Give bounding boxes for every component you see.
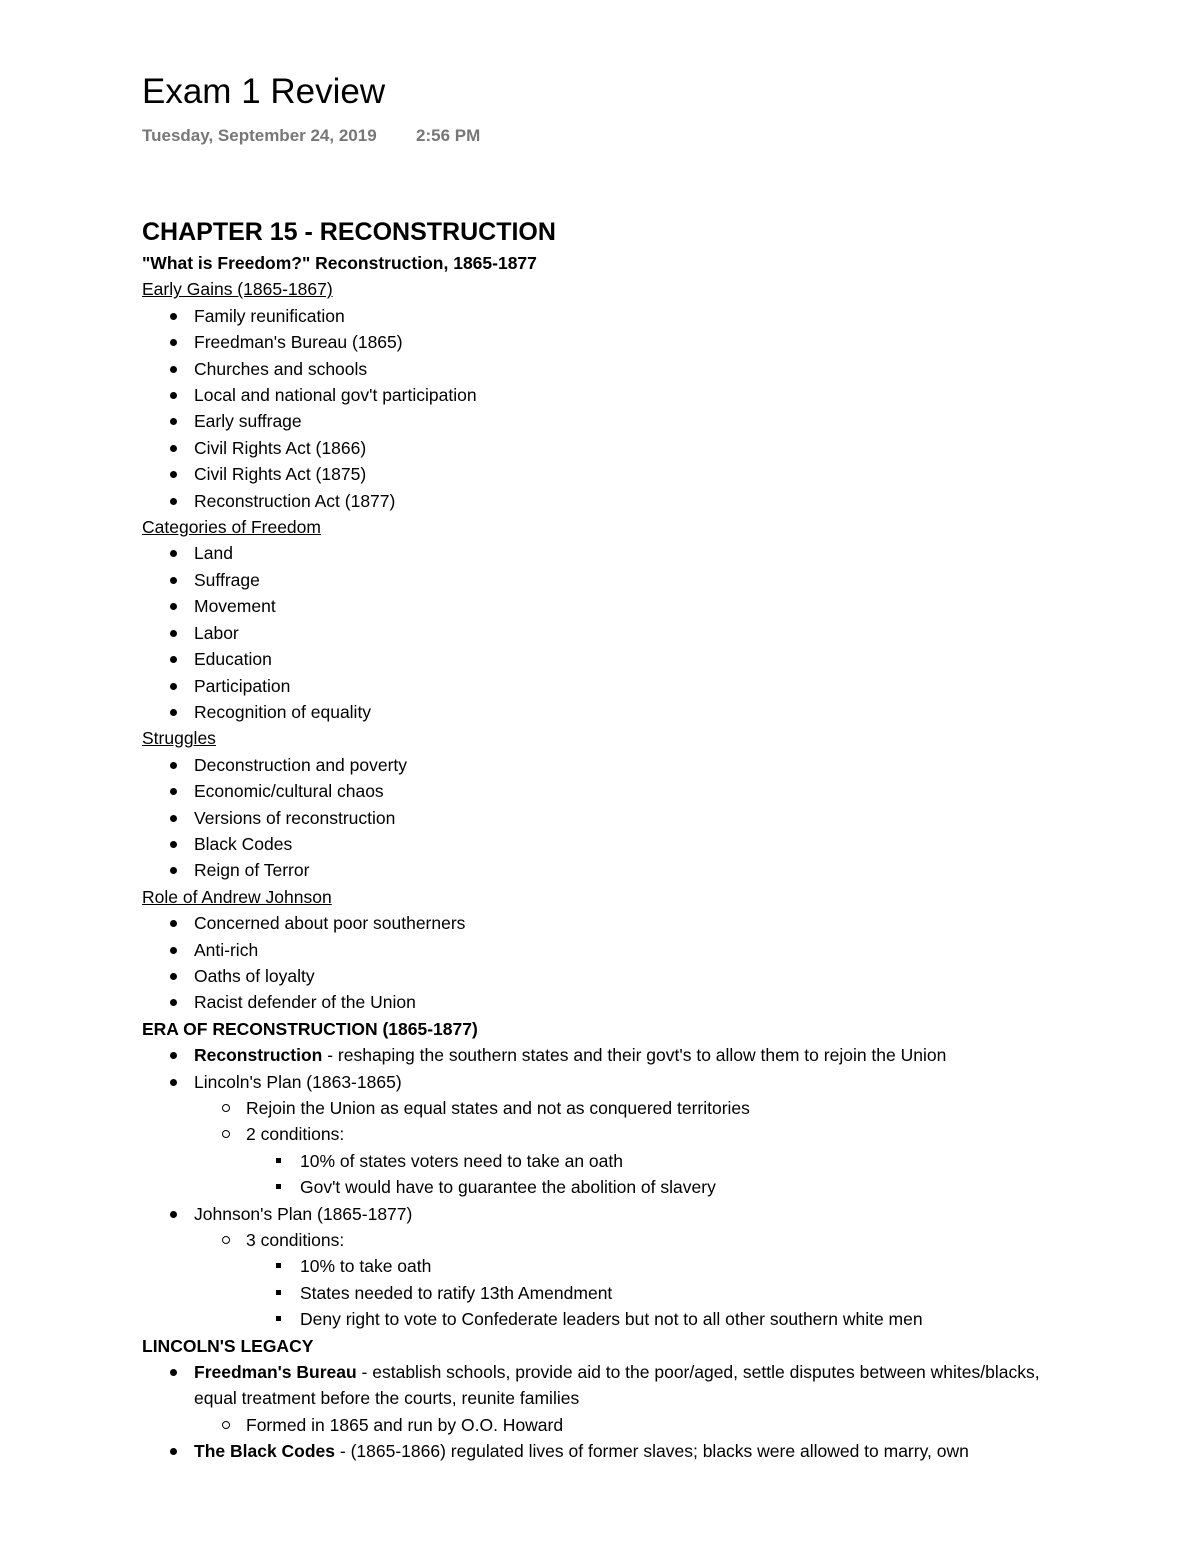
era-list bbox=[142, 1042, 1162, 1332]
list-item: Johnson's Plan (1865-1877) bbox=[142, 1201, 1162, 1227]
list-item: Oaths of loyalty bbox=[142, 963, 1162, 989]
list-item: Education bbox=[142, 646, 1162, 672]
list-item: Versions of reconstruction bbox=[142, 805, 1162, 831]
circle-bullet-icon bbox=[222, 1421, 230, 1429]
bullet-icon bbox=[170, 1369, 177, 1376]
bullet-icon bbox=[170, 762, 177, 769]
list-item: Land bbox=[142, 540, 1162, 566]
note-time: 2:56 PM bbox=[416, 126, 481, 145]
bullet-icon bbox=[170, 683, 177, 690]
list-item: The Black Codes - (1865-1866) regulated lives of former slaves; blacks were allowed to marry, own bbox=[142, 1438, 1162, 1464]
list-item: Reconstruction - reshaping the southern states and their govt's to allow them to rejoin the Union bbox=[142, 1042, 1162, 1068]
note-date: Tuesday, September 24, 2019 bbox=[142, 126, 377, 145]
bullet-icon bbox=[170, 392, 177, 399]
bullet-icon bbox=[170, 841, 177, 848]
list-item: Civil Rights Act (1866) bbox=[142, 435, 1162, 461]
bullet-icon bbox=[170, 788, 177, 795]
list-item: Reign of Terror bbox=[142, 857, 1162, 883]
section-heading-categories: Categories of Freedom bbox=[142, 517, 321, 538]
list-item: Freedman's Bureau - establish schools, provide aid to the poor/aged, settle disputes between whites/blacks, equal treatment before the courts, reunite families bbox=[142, 1359, 1064, 1412]
bullet-icon bbox=[170, 577, 177, 584]
bullet-icon bbox=[170, 815, 177, 822]
circle-bullet-icon bbox=[222, 1104, 230, 1112]
list-item: 3 conditions: bbox=[142, 1227, 1162, 1253]
bullet-icon bbox=[170, 1211, 177, 1218]
bullet-icon bbox=[170, 656, 177, 663]
list-item: Racist defender of the Union bbox=[142, 989, 1162, 1015]
legacy-list bbox=[142, 1359, 1162, 1465]
bullet-icon bbox=[170, 339, 177, 346]
list-item: 10% of states voters need to take an oath bbox=[142, 1148, 1162, 1174]
list-item: Freedman's Bureau (1865) bbox=[142, 329, 1162, 355]
list-item: Deconstruction and poverty bbox=[142, 752, 1162, 778]
bullet-icon bbox=[170, 366, 177, 373]
list-item: Concerned about poor southerners bbox=[142, 910, 1162, 936]
list-item: Recognition of equality bbox=[142, 699, 1162, 725]
chapter-subheading: "What is Freedom?" Reconstruction, 1865-1877 bbox=[142, 253, 537, 273]
bullet-icon bbox=[170, 973, 177, 980]
list-item: Deny right to vote to Confederate leaders but not to all other southern white men bbox=[142, 1306, 1162, 1332]
list-item: States needed to ratify 13th Amendment bbox=[142, 1280, 1162, 1306]
square-bullet-icon bbox=[276, 1158, 281, 1163]
bullet-icon bbox=[170, 920, 177, 927]
list-item: Local and national gov't participation bbox=[142, 382, 1162, 408]
list-item: Gov't would have to guarantee the abolition of slavery bbox=[142, 1174, 1162, 1200]
circle-bullet-icon bbox=[222, 1236, 230, 1244]
early-gains-list bbox=[142, 303, 1162, 514]
list-item: Civil Rights Act (1875) bbox=[142, 461, 1162, 487]
list-item: Early suffrage bbox=[142, 408, 1162, 434]
section-heading-early-gains: Early Gains (1865-1867) bbox=[142, 279, 333, 300]
section-heading-legacy: LINCOLN'S LEGACY bbox=[142, 1335, 314, 1356]
list-item: 2 conditions: bbox=[142, 1121, 1162, 1147]
list-item: Movement bbox=[142, 593, 1162, 619]
section-heading-johnson-role: Role of Andrew Johnson bbox=[142, 886, 332, 907]
page-title: Exam 1 Review bbox=[142, 72, 386, 111]
bullet-icon bbox=[170, 867, 177, 874]
section-heading-struggles: Struggles bbox=[142, 728, 216, 749]
bullet-icon bbox=[170, 418, 177, 425]
list-item: Labor bbox=[142, 620, 1162, 646]
list-item: Formed in 1865 and run by O.O. Howard bbox=[142, 1412, 1162, 1438]
bullet-icon bbox=[170, 313, 177, 320]
bullet-icon bbox=[170, 709, 177, 716]
term-freedmans-bureau: Freedman's Bureau bbox=[194, 1362, 357, 1383]
bullet-icon bbox=[170, 999, 177, 1006]
bullet-icon bbox=[170, 630, 177, 637]
bullet-icon bbox=[170, 603, 177, 610]
square-bullet-icon bbox=[276, 1263, 281, 1268]
square-bullet-icon bbox=[276, 1290, 281, 1295]
list-item: Lincoln's Plan (1863-1865) bbox=[142, 1069, 1162, 1095]
term-black-codes: The Black Codes bbox=[194, 1441, 336, 1462]
note-body bbox=[142, 216, 1162, 1465]
list-item: Black Codes bbox=[142, 831, 1162, 857]
bullet-icon bbox=[170, 1052, 177, 1059]
list-item: Anti-rich bbox=[142, 937, 1162, 963]
list-item: Economic/cultural chaos bbox=[142, 778, 1162, 804]
bullet-icon bbox=[170, 1448, 177, 1455]
list-item: Reconstruction Act (1877) bbox=[142, 488, 1162, 514]
list-item: Churches and schools bbox=[142, 356, 1162, 382]
list-item: Participation bbox=[142, 673, 1162, 699]
struggles-list bbox=[142, 752, 1162, 884]
note-timestamp bbox=[142, 126, 481, 146]
johnson-role-list bbox=[142, 910, 1162, 1016]
square-bullet-icon bbox=[276, 1184, 281, 1189]
list-item: 10% to take oath bbox=[142, 1253, 1162, 1279]
circle-bullet-icon bbox=[222, 1130, 230, 1138]
bullet-icon bbox=[170, 947, 177, 954]
square-bullet-icon bbox=[276, 1316, 281, 1321]
bullet-icon bbox=[170, 471, 177, 478]
bullet-icon bbox=[170, 1079, 177, 1086]
bullet-icon bbox=[170, 498, 177, 505]
list-item: Rejoin the Union as equal states and not as conquered territories bbox=[142, 1095, 1162, 1121]
term-reconstruction: Reconstruction bbox=[194, 1045, 323, 1066]
bullet-icon bbox=[170, 445, 177, 452]
list-item: Family reunification bbox=[142, 303, 1162, 329]
categories-list bbox=[142, 540, 1162, 725]
bullet-icon bbox=[170, 550, 177, 557]
section-heading-era: ERA OF RECONSTRUCTION (1865-1877) bbox=[142, 1018, 478, 1039]
list-item: Suffrage bbox=[142, 567, 1162, 593]
chapter-heading: CHAPTER 15 - RECONSTRUCTION bbox=[142, 218, 556, 246]
